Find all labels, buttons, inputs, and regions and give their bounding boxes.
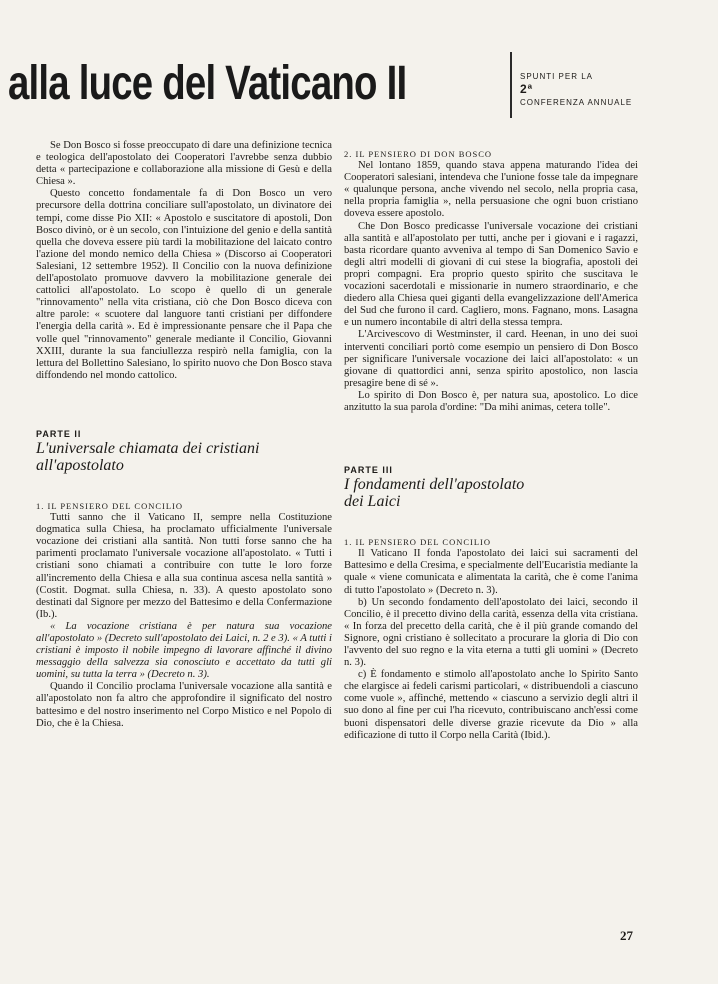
paragraph: Che Don Bosco predicasse l'universale vocazione dei cristiani alla santità e all'apostolato per tutti, anche per i giovani e i ragazzi, basta ricordare quanto avveniva al tempo di San Domenico Savio e degli altri modelli di giovani di cui stese la biografia, apostoli dei propri compagni. Era proprio questo spirito che suscitava le vocazioni sacerdotali e missionarie in numero straordinario, e che diedero alla Chiesa quei giganti della evangelizzazione dell'America del Sud che furono il card. Cagliero, mons. Fagnano, mons. Lasagna e un numero incontabile di altri della stessa tempra. (344, 220, 638, 329)
side-line-2: 2ª (520, 82, 534, 96)
side-line-3: CONFERENZA ANNUALE (520, 98, 633, 107)
article-title: alla luce del Vaticano II (8, 57, 407, 110)
paragraph: c) È fondamento e stimolo all'apostolato anche lo Spirito Santo che elargisce ai fedeli carismi particolari, « distribuendoli a ciascuno come vuole », affinché, mettendo « ciascuno a servizio degli altri il suo dono al fine per cui l'ha ricevuto, contribuiscano anch'essi come buoni dispensatori delle diverse grazie ricevute da Dio » alla edificazione di tutto il Corpo nella Carità (Ibid.). (344, 669, 638, 741)
paragraph: Questo concetto fondamentale fa di Don Bosco un vero precursore della dottrina conciliare sull'apostolato, un divinatore dei tempi, come disse Pio XII: « Apostolo e suscitatore di apostoli, Don Bosco divinò, or è un secolo, con l'intuizione del genio e della santità quella che doveva essere più tardi la mobilitazione del laicato contro l'azione del mondo nemico della Chiesa » (Discorso ai Cooperatori Salesiani, 12 settembre 1952). Il Concilio con la nuova definizione dell'apostolato promuove davvero la mobilitazione generale dei cattolici all'apostolato. Lo scopo è quello di un generale "rinnovamento" nella vita cristiana, ciò che Don Bosco diceva con altre parole: « scuotere dal languore tanti cristiani per diffondere l'energia della carità ». Ed è impressionante pensare che il Papa che volle quel "rinnovamento" generale mediante il Concilio, Giovanni XXIII, durante la sua fanciullezza respirò nella famiglia, con la lettura del Bollettino Salesiano, lo spirito nuovo che Don Bosco stava diffondendo nel mondo cattolico. (36, 188, 332, 381)
paragraph: b) Un secondo fondamento dell'apostolato dei laici, secondo il Concilio, è il precetto divino della carità, essenza della vita cristiana. « In forza del precetto della carità, che è il più grande comando del Signore, ogni cristiano è sollecitato a procurare la gloria di Dio con l'avvento del suo regno e la vita eterna a tutti gli uomini » (Decreto n. 3). (344, 596, 638, 669)
part-label: PARTE III (344, 465, 393, 476)
paragraph: Nel lontano 1859, quando stava appena maturando l'idea dei Cooperatori salesiani, intendeva che l'unione fosse tale da impegnare « qualunque persona, anche vivendo nel secolo, nella propria casa, nella propria famiglia », nella persuasione che ogni buon cristiano doveva essere apostolo. (344, 160, 638, 220)
section-heading: 1. IL PENSIERO DEL CONCILIO (344, 537, 492, 548)
right-column (344, 148, 638, 742)
part-title: L'universale chiamata dei cristiani all'apostolato (36, 439, 260, 474)
left-column (36, 140, 332, 730)
paragraph: « La vocazione cristiana è per natura sua vocazione all'apostolato » (Decreto sull'apostolato dei Laici, n. 2 e 3). « A tutti i cristiani è imposto il nobile impegno di lavorare affinché il divino messaggio della salvezza sia conosciuto e accettato da tutti gli uomini, su tutta la terra » (Decreto n. 3). (36, 620, 332, 681)
paragraph: Se Don Bosco si fosse preoccupato di dare una definizione tecnica e teologica dell'apostolato dei Cooperatori l'avrebbe senza dubbio detta « partecipazione e collaborazione alla missione di Gesù e della Chiesa ». (36, 140, 332, 188)
header-side-note (520, 70, 632, 109)
section-heading: 1. IL PENSIERO DEL CONCILIO (36, 500, 184, 511)
paragraph: Il Vaticano II fonda l'apostolato dei laici sui sacramenti del Battesimo e della Cresima, e specialmente dell'Eucaristia mediante la quale « viene comunicata e alimentata la carità, che è come l'anima di tutto l'apostolato » (Decreto n. 3). (344, 548, 639, 596)
paragraph: Lo spirito di Don Bosco è, per natura sua, apostolico. Lo dice anzitutto la sua parola d'ordine: "Da mihi animas, cetera tolle". (344, 389, 638, 413)
section-heading: 2. IL PENSIERO DI DON BOSCO (344, 149, 493, 159)
part-label: PARTE II (36, 428, 82, 439)
page-number: 27 (620, 928, 633, 943)
header-divider (510, 52, 512, 118)
paragraph: Quando il Concilio proclama l'universale vocazione alla santità e all'apostolato non fa altro che approfondire il significato del nostro battesimo e del nostro inserimento nel Corpo Mistico e nel Popolo di Dio, che è la Chiesa. (36, 681, 332, 729)
side-line-1: SPUNTI PER LA (520, 72, 594, 81)
paragraph: Tutti sanno che il Vaticano II, sempre nella Costituzione dogmatica sulla Chiesa, ha proclamato ufficialmente l'universale vocazione dei cristiani alla santità. Non tutti forse sanno che ha parimenti proclamato l'universale vocazione all'apostolato. « Tutti i cristiani sono chiamati a contribuire con tutte le loro forze all'incremento della Chiesa e alla sua continua ascesa nella santità » (Costit. Dogmat. sulla Chiesa, n. 33). A questo apostolato sono destinati dal Signore per mezzo del Battesimo e della Confermazione (Ib.). (36, 512, 332, 620)
part-title: I fondamenti dell'apostolato dei Laici (344, 476, 525, 511)
paragraph: L'Arcivescovo di Westminster, il card. Heenan, in uno dei suoi interventi conciliari portò come esempio un pensiero di Don Bosco per significare l'universale vocazione dei laici all'apostolato: « un giovane di quattordici anni, senza spirito apostolico, non lascia presagire bene di sé ». (344, 329, 638, 389)
